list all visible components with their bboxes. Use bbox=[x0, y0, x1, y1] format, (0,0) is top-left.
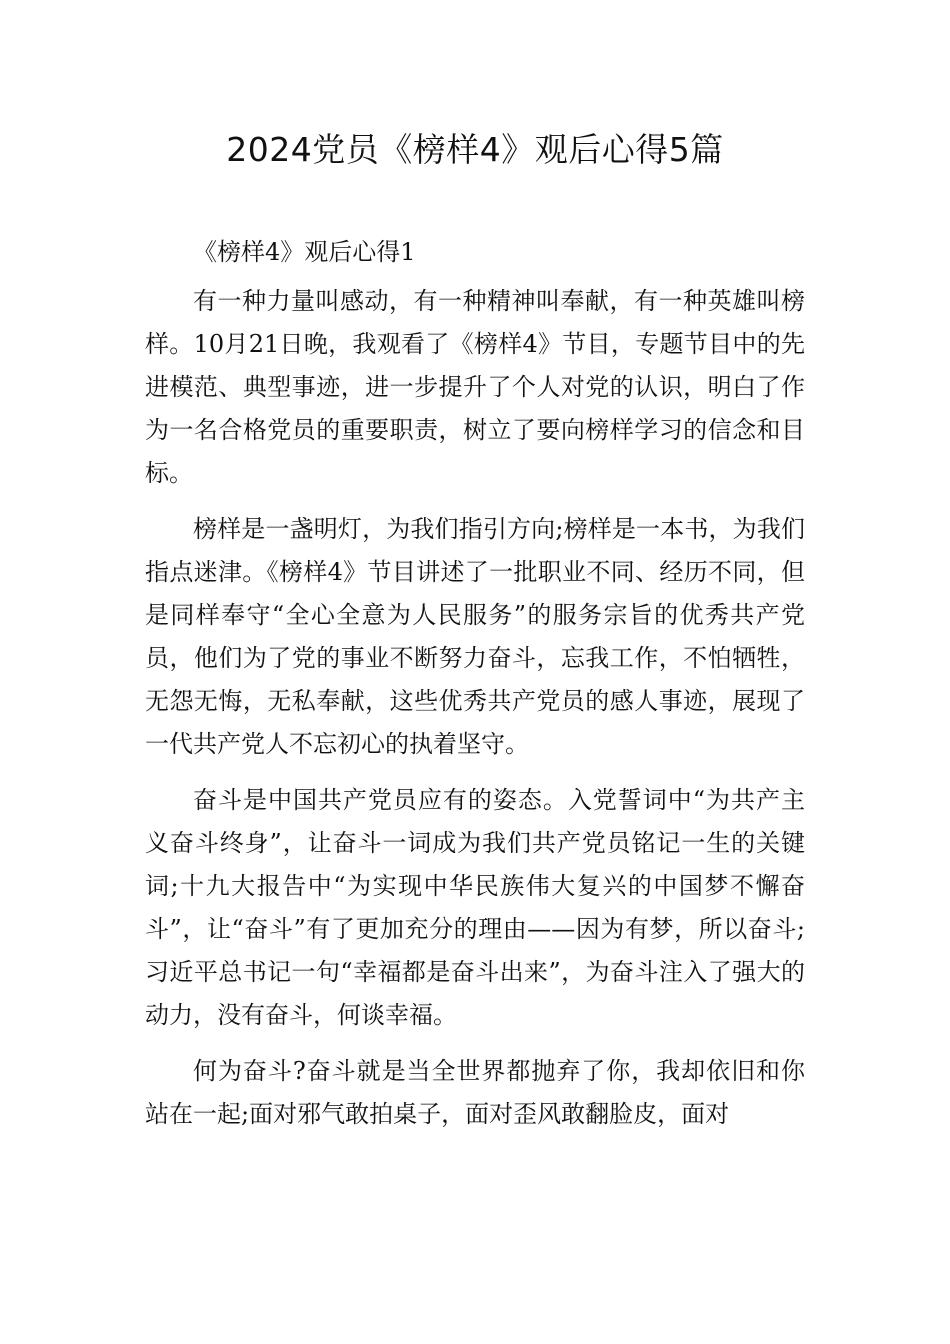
document-title: 2024党员《榜样4》观后心得5篇 bbox=[226, 130, 724, 169]
paragraph-2: 榜样是一盏明灯，为我们指引方向;榜样是一本书，为我们指点迷津。《榜样4》节目讲述了一批职业不同、经历不同，但是同样奉守“全心全意为人民服务”的服务宗旨的优秀共产党员，他们为了党的事业不断努力奋斗，忘我工作，不怕牺牲，无怨无悔，无私奉献，这些优秀共产党员的感人事迹，展现了一代共产党人不忘初心的执着坚守。 bbox=[145, 515, 805, 758]
paragraph-4: 何为奋斗?奋斗就是当全世界都抛弃了你，我却依旧和你站在一起;面对邪气敢拍桌子，面对歪风敢翻脸皮，面对 bbox=[145, 1057, 805, 1128]
section-subheading: 《榜样4》观后心得1 bbox=[193, 238, 416, 266]
document-body bbox=[145, 231, 805, 1149]
paragraph-3: 奋斗是中国共产党员应有的姿态。入党誓词中“为共产主义奋斗终身”，让奋斗一词成为我们共产党员铭记一生的关键词;十九大报告中“为实现中华民族伟大复兴的中国梦不懈奋斗”，让“奋斗”有了更加充分的理由——因为有梦，所以奋斗;习近平总书记一句“幸福都是奋斗出来”，为奋斗注入了强大的动力，没有奋斗，何谈幸福。 bbox=[145, 786, 805, 1029]
paragraph-1: 有一种力量叫感动，有一种精神叫奉献，有一种英雄叫榜样。10月21日晚，我观看了《榜样4》节目，专题节目中的先进模范、典型事迹，进一步提升了个人对党的认识，明白了作为一名合格党员的重要职责，树立了要向榜样学习的信念和目标。 bbox=[145, 287, 805, 487]
